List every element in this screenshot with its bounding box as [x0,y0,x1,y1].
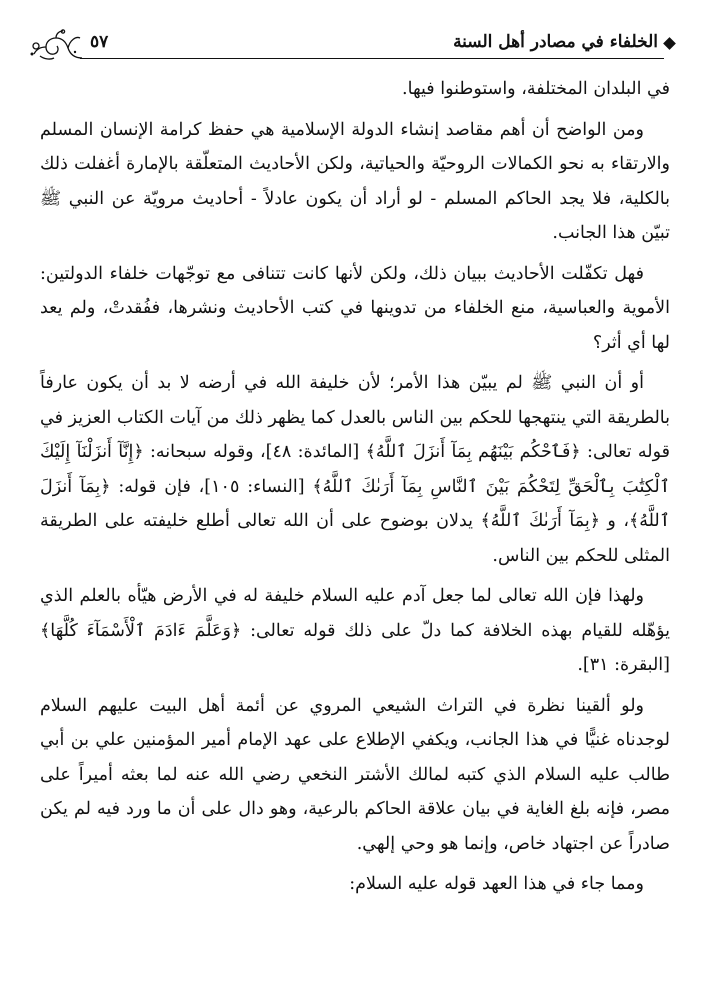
page-number: ٥٧ [90,32,109,52]
body-text [40,72,670,908]
paragraph-3: فهل تكفّلت الأحاديث ببيان ذلك، ولكن لأنها كانت تتنافى مع توجّهات خلفاء الدولتين: الأموية والعباسية، منع الخلفاء من تدوينها في كتب الأحاديث ونشرها، ففُقدتْ، ولم يعد لها أي أثر؟ [40,263,670,353]
diamond-bullet-icon [663,37,676,50]
paragraph-2: ومن الواضح أن أهم مقاصد إنشاء الدولة الإسلامية هي حفظ كرامة الإنسان المسلم والارتقاء به نحو الكمالات الروحيّة والحياتية، ولكن الأحاديث المتعلّقة بالإمارة أغفلت ذلك بالكلية، فلا يجد الحاكم المسلم - لو أراد أن يكون عادلاً - أحاديث مرويّة عن النبي ﷺ تبيّن هذا الجانب. [40,119,670,243]
paragraph-1: في البلدان المختلفة، واستوطنوا فيها. [402,79,670,99]
running-header-title: الخلفاء في مصادر أهل السنة [453,32,658,52]
paragraph-4: أو أن النبي ﷺ لم يبيّن هذا الأمر؛ لأن خليفة الله في أرضه لا بد أن يكون عارفاً بالطريقة التي ينتهجها للحكم بين الناس بالعدل كما يظهر ذلك من آيات الكتاب العزيز في قوله تعالى: ﴿فَٱحْكُم بَيْنَهُم بِمَآ أَنزَلَ ٱللَّهُ﴾ [المائدة: ٤٨]، وقوله سبحانه: ﴿إِنَّآ أَنزَلْنَآ إِلَيْكَ ٱلْكِتَٰبَ بِٱلْحَقِّ لِتَحْكُمَ بَيْنَ ٱلنَّاسِ بِمَآ أَرَىٰكَ ٱللَّهُ﴾ [النساء: ١٠٥]، فإن قوله: ﴿بِمَآ أَنزَلَ ٱللَّهُ﴾، و ﴿بِمَآ أَرَىٰكَ ٱللَّهُ﴾ يدلان بوضوح على أن الله تعالى أطلع خليفته على الطريقة المثلى للحكم بين الناس. [40,373,670,566]
header-rule [80,58,664,59]
paragraph-5: ولهذا فإن الله تعالى لما جعل آدم عليه السلام خليفة له في الأرض هيّأه بالعلم الذي يؤهّله للقيام بهذه الخلافة كما دلّ على ذلك قوله تعالى: ﴿وَعَلَّمَ ءَادَمَ ٱلْأَسْمَآءَ كُلَّهَا﴾ [البقرة: ٣١]. [40,586,670,675]
paragraph-6: ولو ألقينا نظرة في التراث الشيعي المروي عن أئمة أهل البيت عليهم السلام لوجدناه غنيًّا في هذا الجانب، ويكفي الإطلاع على عهد الإمام أمير المؤمنين علي بن أبي طالب عليه السلام الذي كتبه لمالك الأشتر النخعي رضي الله عنه لما بعثه أميراً على مصر، فإنه بلغ الغاية في بيان علاقة الحاكم بالرعية، وهو دال على أن ما ورد فيه لم يكن صادراً عن اجتهاد خاص، وإنما هو وحي إلهي. [40,695,670,854]
floral-ornament-icon [28,28,84,64]
running-header [28,28,672,64]
paragraph-7: ومما جاء في هذا العهد قوله عليه السلام: [349,874,644,894]
